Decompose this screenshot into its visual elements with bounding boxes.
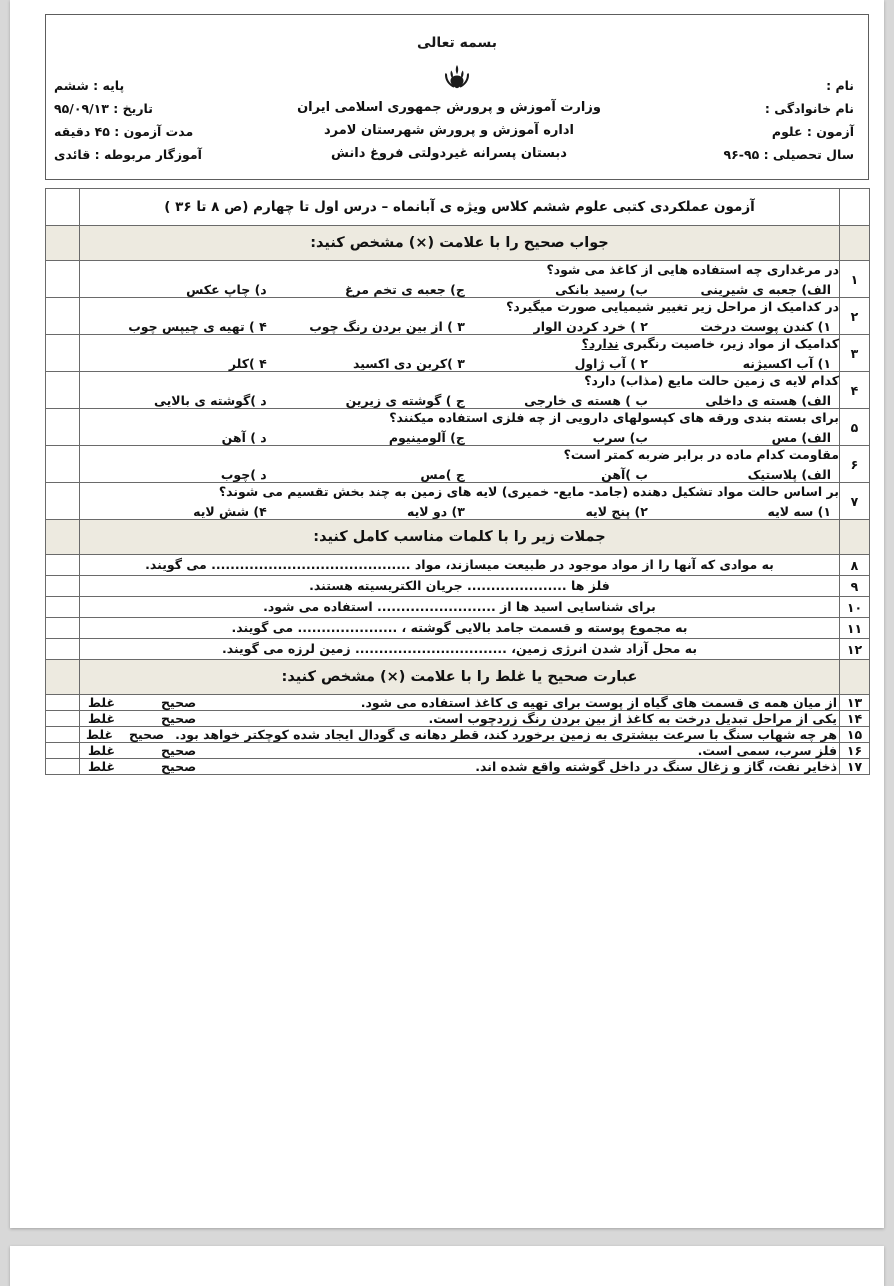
option-list	[80, 430, 839, 445]
fill-blank-row	[46, 576, 870, 597]
fill-blank-body[interactable]	[80, 618, 840, 639]
question-pad	[46, 261, 80, 298]
true-false-answers	[80, 695, 196, 710]
question-body	[80, 483, 840, 520]
option-c[interactable]: ج) آلومینیوم	[388, 430, 465, 445]
true-false-number: ۱۷	[840, 759, 870, 775]
option-b[interactable]: ب) رسید بانکی	[555, 282, 648, 297]
option-d[interactable]: ۴) شش لایه	[193, 504, 267, 519]
question-number: ۶	[840, 446, 870, 483]
fill-blank-body[interactable]	[80, 597, 840, 618]
fill-blank-body[interactable]	[80, 576, 840, 597]
question-pad	[46, 446, 80, 483]
option-d[interactable]: ۴ )کلر	[228, 356, 267, 371]
exam-table	[45, 188, 870, 775]
true-false-body	[80, 759, 840, 775]
fill-blank-text: به موادی که آنها را از مواد موجود در طبیعت میسازند، مواد .......................................... می گویند.	[145, 557, 774, 572]
title-row-number	[840, 189, 870, 226]
exam-title: آزمون عملکردی کتبی علوم ششم کلاس ویژه ی آبانماه – درس اول تا چهارم (ص ۸ تا ۳۶ )	[80, 189, 840, 226]
section3-pad	[46, 660, 80, 695]
fill-blank-pad	[46, 597, 80, 618]
district-line: اداره آموزش و پرورش شهرستان لامرد	[323, 123, 574, 138]
section2-number	[840, 520, 870, 555]
section3-number	[840, 660, 870, 695]
true-false-body	[80, 727, 840, 743]
fill-blank-body[interactable]	[80, 639, 840, 660]
ministry-line: وزارت آموزش و پرورش جمهوری اسلامی ایران	[297, 100, 601, 115]
true-false-answers	[80, 759, 196, 774]
question-body	[80, 409, 840, 446]
true-false-statement: ذخایر نفت، گاز و زغال سنگ در داخل گوشته واقع شده اند.	[475, 759, 837, 774]
field-last-name: نام خانوادگی :	[764, 101, 854, 116]
question-text: برای بسته بندی ورقه های کپسولهای دارویی از چه فلزی استفاده میکنند؟	[389, 410, 839, 425]
question-number: ۲	[840, 298, 870, 335]
fill-blank-text: فلز ها ..................... جریان الکتریسیته هستند.	[309, 578, 610, 593]
true-false-inner	[80, 759, 839, 774]
fill-blank-number: ۱۲	[840, 639, 870, 660]
answer-false[interactable]: غلط	[88, 711, 116, 726]
header-student-fields	[629, 77, 860, 164]
question-body	[80, 335, 840, 372]
question-pad	[46, 483, 80, 520]
option-a[interactable]: الف) هسته ی داخلی	[705, 393, 831, 408]
true-false-statement: فلز سرب، سمی است.	[697, 743, 837, 758]
question-pad	[46, 335, 80, 372]
field-duration: مدت آزمون : ۴۵ دقیقه	[54, 124, 194, 139]
section1-title: جواب صحیح را با علامت (×) مشخص کنید:	[80, 226, 840, 261]
fill-blank-row	[46, 618, 870, 639]
option-b[interactable]: ب ) هسته ی خارجی	[524, 393, 648, 408]
true-false-number: ۱۴	[840, 711, 870, 727]
question-row	[46, 298, 870, 335]
answer-true[interactable]: صحیح	[161, 711, 197, 726]
fill-blank-row	[46, 597, 870, 618]
option-list	[80, 282, 839, 297]
header-columns	[54, 77, 860, 164]
true-false-inner	[80, 727, 839, 742]
option-a[interactable]: الف) مس	[771, 430, 831, 445]
fill-blank-body[interactable]	[80, 555, 840, 576]
option-a[interactable]: ۱) آب اکسیژنه	[742, 356, 831, 371]
exam-page	[10, 0, 884, 1228]
question-number: ۳	[840, 335, 870, 372]
fill-blank-text: به محل آزاد شدن انرژی زمین، ................................ زمین لرزه می گویند.	[221, 641, 698, 656]
answer-false[interactable]: غلط	[86, 727, 114, 742]
fill-blank-pad	[46, 639, 80, 660]
true-false-statement: هر چه شهاب سنگ با سرعت بیشتری به زمین برخورد کند، قطر دهانه ی گودال ایجاد شده کوچکتر خواهد بود.	[175, 727, 837, 742]
option-c[interactable]: ج )مس	[420, 467, 465, 482]
question-row	[46, 446, 870, 483]
section1-pad	[46, 226, 80, 261]
question-body	[80, 298, 840, 335]
true-false-statement: از میان همه ی قسمت های گیاه از پوست برای تهیه ی کاغذ استفاده می شود.	[360, 695, 837, 710]
answer-false[interactable]: غلط	[88, 759, 116, 774]
question-pad	[46, 409, 80, 446]
option-a[interactable]: الف) جعبه ی شیرینی	[700, 282, 831, 297]
section2-pad	[46, 520, 80, 555]
true-false-row	[46, 727, 870, 743]
field-academic-year: سال تحصیلی : ۹۵-۹۶	[723, 147, 854, 162]
question-number: ۷	[840, 483, 870, 520]
question-text: در کدامیک از مراحل زیر تغییر شیمیایی صورت میگیرد؟	[506, 299, 839, 314]
header-exam-meta	[54, 77, 269, 164]
section1-number	[840, 226, 870, 261]
school-line: دبستان پسرانه غیردولتی فروغ دانش	[331, 146, 567, 161]
question-pad	[46, 298, 80, 335]
question-text: بر اساس حالت مواد تشکیل دهنده (جامد- مایع- خمیری) لایه های زمین به چند بخش تقسیم می شوند؟	[218, 484, 839, 499]
option-a[interactable]: ۱) کندن پوست درخت	[700, 319, 831, 334]
option-list	[80, 504, 839, 519]
option-a[interactable]: ۱) سه لایه	[767, 504, 831, 519]
true-false-number: ۱۶	[840, 743, 870, 759]
question-text: در مرغداری چه استفاده هایی از کاغذ می شود؟	[546, 262, 839, 277]
true-false-answers	[80, 743, 196, 758]
question-number: ۵	[840, 409, 870, 446]
fill-blank-row	[46, 555, 870, 576]
true-false-answers	[80, 711, 196, 726]
exam-title-row	[46, 189, 870, 226]
true-false-number: ۱۳	[840, 695, 870, 711]
option-b[interactable]: ب )آهن	[601, 467, 648, 482]
true-false-row	[46, 711, 870, 727]
exam-header	[45, 14, 869, 180]
true-false-inner	[80, 711, 839, 726]
option-d[interactable]: د )گوشته ی بالایی	[153, 393, 267, 408]
fill-blank-number: ۱۱	[840, 618, 870, 639]
fill-blank-number: ۸	[840, 555, 870, 576]
true-false-inner	[80, 743, 839, 758]
true-false-pad	[46, 727, 80, 743]
answer-true[interactable]: صحیح	[161, 743, 197, 758]
question-row	[46, 372, 870, 409]
bismillah-text: بسمه تعالی	[416, 35, 498, 51]
header-institution	[284, 77, 614, 163]
question-row	[46, 483, 870, 520]
option-d[interactable]: د) چاپ عکس	[186, 282, 267, 297]
fill-blank-pad	[46, 555, 80, 576]
answer-true[interactable]: صحیح	[161, 695, 197, 710]
true-false-pad	[46, 743, 80, 759]
true-false-pad	[46, 695, 80, 711]
field-teacher: آموزگار مربوطه : قائدی	[54, 147, 202, 162]
option-c[interactable]: ۳) دو لایه	[407, 504, 465, 519]
next-page-sheet	[10, 1246, 884, 1286]
option-d[interactable]: د )چوب	[220, 467, 267, 482]
option-a[interactable]: الف) پلاستیک	[747, 467, 831, 482]
option-list	[80, 467, 839, 482]
true-false-row	[46, 695, 870, 711]
question-text	[80, 335, 839, 352]
fill-blank-pad	[46, 618, 80, 639]
true-false-body	[80, 711, 840, 727]
field-date: تاریخ : ۹۵/۰۹/۱۳	[54, 101, 153, 116]
question-row	[46, 409, 870, 446]
option-b[interactable]: ۲ ) آب ژاول	[574, 356, 648, 371]
question-body	[80, 261, 840, 298]
section-header-true-false	[46, 660, 870, 695]
answer-false[interactable]: غلط	[88, 695, 116, 710]
option-c[interactable]: ۳ )کربن دی اکسید	[352, 356, 465, 371]
fill-blank-pad	[46, 576, 80, 597]
field-subject: آزمون : علوم	[771, 124, 854, 139]
fill-blank-number: ۱۰	[840, 597, 870, 618]
question-pad	[46, 372, 80, 409]
true-false-answers	[80, 727, 164, 742]
option-b[interactable]: ۲) پنج لایه	[585, 504, 648, 519]
true-false-pad	[46, 711, 80, 727]
true-false-row	[46, 743, 870, 759]
section3-title: عبارت صحیح یا غلط را با علامت (×) مشخص کنید:	[80, 660, 840, 695]
question-body	[80, 372, 840, 409]
section2-title: جملات زیر را با کلمات مناسب کامل کنید:	[80, 520, 840, 555]
answer-true[interactable]: صحیح	[161, 759, 197, 774]
option-d[interactable]: ۴ ) تهیه ی چیپس چوب	[128, 319, 267, 334]
fill-blank-text: به مجموع پوسته و قسمت جامد بالایی گوشته ، ..................... می گویند.	[231, 620, 688, 635]
option-c[interactable]: ج) جعبه ی تخم مرغ	[344, 282, 465, 297]
true-false-body	[80, 695, 840, 711]
question-text-emphasis: ندارد؟	[581, 336, 619, 351]
option-list	[80, 319, 839, 334]
question-text: کدام لایه ی زمین حالت مایع (مذاب) دارد؟	[584, 373, 839, 388]
answer-true[interactable]: صحیح	[129, 727, 165, 742]
true-false-statement: یکی از مراحل تبدیل درخت به کاغذ از بین بردن رنگ زردچوب است.	[428, 711, 837, 726]
field-first-name: نام :	[826, 78, 854, 93]
question-row	[46, 261, 870, 298]
fill-blank-text: برای شناسایی اسید ها از ......................... استفاده می شود.	[263, 599, 656, 614]
fill-blank-row	[46, 639, 870, 660]
option-list	[80, 356, 839, 371]
true-false-number: ۱۵	[840, 727, 870, 743]
option-c[interactable]: ج ) گوشته ی زیرین	[345, 393, 465, 408]
answer-false[interactable]: غلط	[88, 743, 116, 758]
field-grade: پایه : ششم	[54, 78, 125, 93]
option-b[interactable]: ۲ ) خرد کردن الوار	[533, 319, 648, 334]
question-number: ۴	[840, 372, 870, 409]
question-text-prefix: کدامیک از مواد زیر، خاصیت رنگبری	[618, 336, 839, 351]
option-list	[80, 393, 839, 408]
true-false-pad	[46, 759, 80, 775]
question-row	[46, 335, 870, 372]
option-c[interactable]: ۳ ) از بین بردن رنگ چوب	[309, 319, 465, 334]
true-false-body	[80, 743, 840, 759]
title-row-pad	[46, 189, 80, 226]
section-header-fill-blank	[46, 520, 870, 555]
option-d[interactable]: د ) آهن	[221, 430, 267, 445]
question-number: ۱	[840, 261, 870, 298]
option-b[interactable]: ب) سرب	[592, 430, 648, 445]
section-header-multiple-choice	[46, 226, 870, 261]
question-text: مقاومت کدام ماده در برابر ضربه کمتر است؟	[563, 447, 839, 462]
question-body	[80, 446, 840, 483]
fill-blank-number: ۹	[840, 576, 870, 597]
true-false-row	[46, 759, 870, 775]
true-false-inner	[80, 695, 839, 710]
